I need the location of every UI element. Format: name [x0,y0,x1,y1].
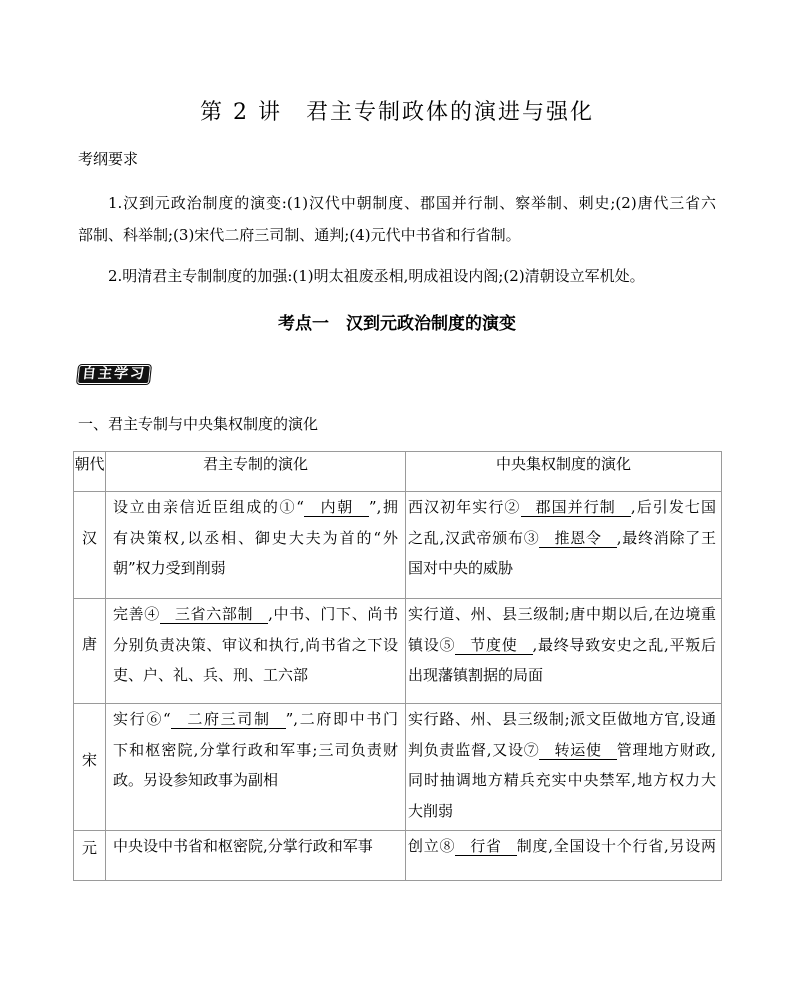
cell-line [406,831,721,862]
answer-blank: 三省六部制 [160,605,268,624]
monarchy-cell [106,599,406,704]
cell-line: 大削弱 [408,801,454,820]
cell-line [406,630,721,661]
cell-line: 中央设中书省和枢密院,分掌行政和军事 [113,837,373,855]
monarchy-cell [106,492,406,599]
syllabus-item-2-line: 2.明清君主专制制度的加强:(1)明太祖废丞相,明成祖设内阁;(2)清朝设立军机处。 [108,267,645,285]
answer-blank: 内朝 [304,498,369,517]
cell-line: 政。另设参知政事为副相 [113,771,279,789]
cell-line: 实行道、州、县三级制;唐中期以后,在边境重 [408,605,716,623]
centralization-cell [406,831,722,881]
answer-blank: 行省 [455,837,517,856]
cell-line [406,523,721,554]
centralization-cell [406,492,722,599]
syllabus-heading: 考纲要求 [78,150,139,168]
centralization-cell [406,599,722,704]
dynasty-cell: 元 [74,831,106,881]
cell-line [106,704,405,735]
line-text: ,后引发七国 [630,498,716,516]
syllabus-item-1 [78,187,716,251]
answer-blank: 郡国并行制 [521,498,631,517]
dynasty-cell: 宋 [74,704,106,831]
cell-line [406,735,721,766]
line-text: ,最终消除了王 [616,528,716,547]
cell-line: 有决策权,以丞相、御史大夫为首的“外 [113,528,398,547]
line-text: 创立⑧ [408,837,456,855]
cell-line [406,492,721,523]
monarchy-cell [106,704,406,831]
cell-line: 同时抽调地方精兵充实中央禁军,地方权力大 [408,771,716,789]
line-text: 设立由亲信近臣组成的①“ [113,498,304,516]
table-row-song [74,704,722,831]
table-row-tang [74,599,722,704]
line-text: 管理地方财政, [616,740,716,759]
cell-line: 出现藩镇割据的局面 [408,666,544,684]
centralization-cell [406,704,722,831]
section-title: 一、君主专制与中央集权制度的演化 [78,415,319,433]
self-study-badge: 自主学习 [77,365,151,384]
line-text: ,最终导致安史之乱,平叛后 [532,635,716,654]
table-row-han [74,492,722,599]
answer-blank: 转运使 [539,741,616,760]
cell-line [106,492,405,523]
dynasty-cell: 汉 [74,492,106,599]
line-text: 完善④ [113,605,160,623]
cell-line [106,599,405,630]
syllabus-item-1-line: 部制、科举制;(3)宋代二府三司制、通判;(4)元代中书省和行省制。 [78,226,521,244]
cell-line: 吏、户、礼、兵、刑、工六部 [113,666,309,684]
syllabus-item-1-line: 1.汉到元政治制度的演变:(1)汉代中朝制度、郡国并行制、察举制、刺史;(2)唐代三省六 [108,194,716,212]
line-text: 之乱,汉武帝颁布③ [408,528,540,547]
cell-line: 下和枢密院,分掌行政和军事;三司负责财 [113,740,398,759]
table-header-centralization: 中央集权制度的演化 [406,452,722,492]
line-text: 实行⑥“ [113,710,171,728]
line-text: 判负责监督,又设⑦ [408,740,540,759]
line-text: 制度,全国设十个行省,另设两 [516,837,716,855]
line-text: ”,二府即中书门 [285,710,398,728]
line-text: ”,拥 [368,498,399,516]
line-text: 西汉初年实行② [408,498,521,516]
cell-line: 分别负责决策、审议和执行,尚书省之下设 [113,635,398,654]
cell-line: 朝”权力受到削弱 [113,559,226,577]
lesson-title: 第 2 讲 君主专制政体的演进与强化 [200,100,594,125]
table-header-dynasty: 朝代 [74,452,106,492]
answer-blank: 节度使 [455,636,532,655]
cell-line: 国对中央的威胁 [408,559,514,577]
answer-blank: 二府三司制 [171,710,286,729]
line-text: 镇设⑤ [408,635,456,654]
monarchy-cell [106,831,406,881]
dynasty-cell: 唐 [74,599,106,704]
syllabus-item-2 [78,260,716,292]
cell-line: 实行路、州、县三级制;派文臣做地方官,设通 [408,710,716,728]
answer-blank: 推恩令 [539,529,616,548]
table-header-monarchy: 君主专制的演化 [106,452,406,492]
table-header-row [74,452,722,492]
line-text: ,中书、门下、尚书 [268,605,398,623]
topic-heading: 考点一 汉到元政治制度的演变 [278,314,516,334]
table-row-yuan [74,831,722,881]
evolution-table [73,451,722,881]
